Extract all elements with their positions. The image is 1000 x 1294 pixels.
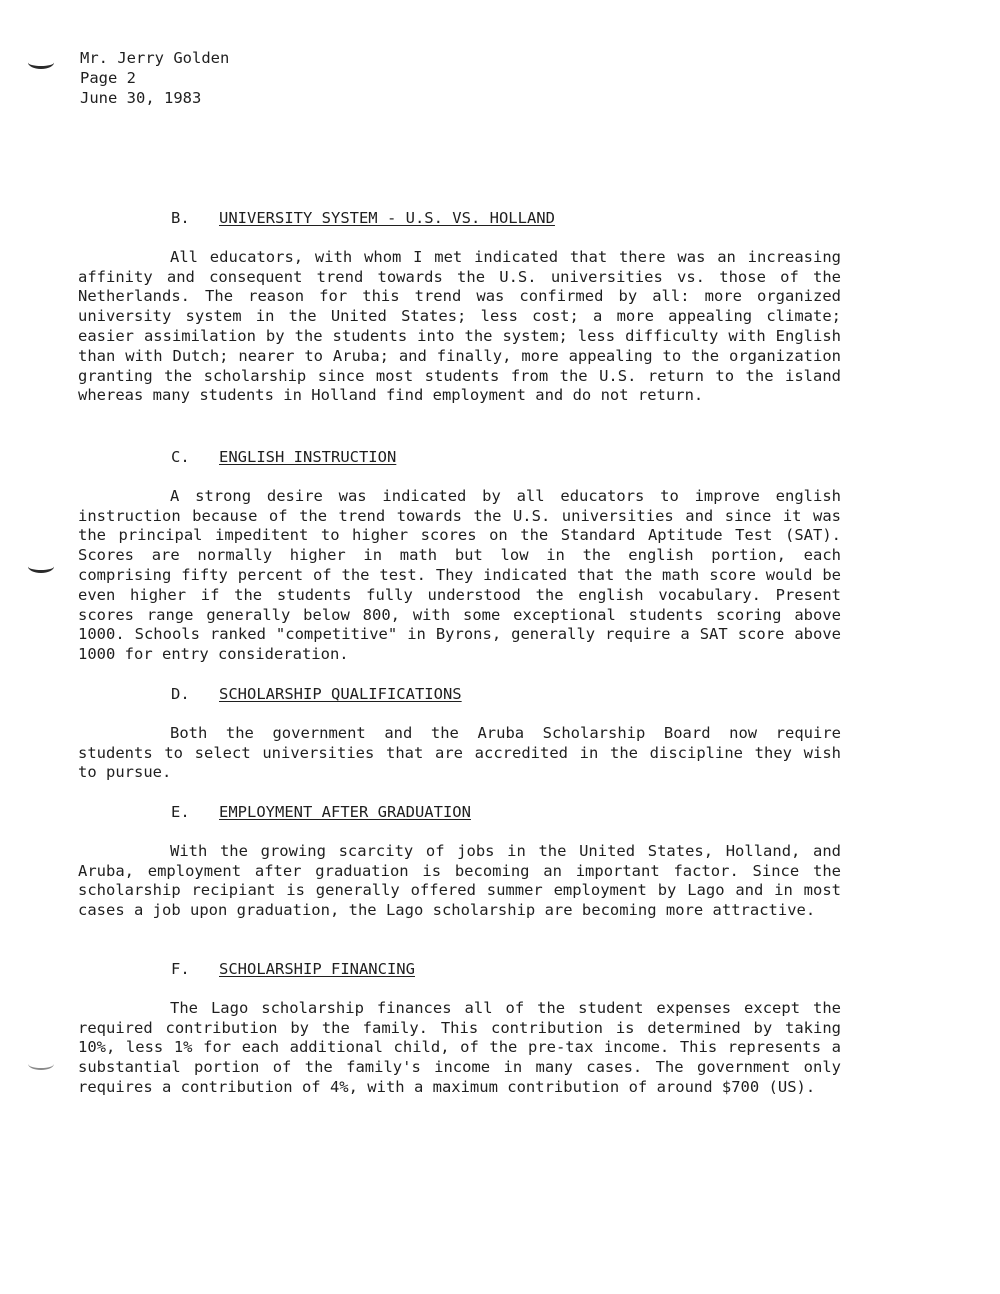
section-title: ENGLISH INSTRUCTION — [219, 448, 397, 466]
section-scholarship-financing — [78, 960, 841, 1098]
letter-header — [80, 48, 229, 108]
section-heading — [171, 960, 841, 980]
section-letter: E. — [171, 803, 190, 821]
section-body: With the growing scarcity of jobs in the United States, Holland, and Aruba, employment after graduation is becoming an important factor. Since the scholarship recipiant is generally offered summer employment by Lago and in most cases a job upon graduation, the Lago scholarship are becoming more attractive. — [78, 841, 841, 920]
section-letter: D. — [171, 685, 190, 703]
section-english-instruction — [78, 448, 841, 665]
section-body: The Lago scholarship finances all of the student expenses except the required contribution by the family. This contribution is determined by taking 10%, less 1% for each additional child, of the pre-tax income. This represents a substantial portion of the family's income in many cases. The government only requires a contribution of 4%, with a maximum contribution of around $700 (US). — [78, 998, 841, 1096]
section-employment-after-graduation — [78, 803, 841, 921]
section-body: Both the government and the Aruba Scholarship Board now require students to select universities that are accredited in the discipline they wish to pursue. — [78, 723, 841, 782]
section-letter: F. — [171, 960, 190, 978]
section-body: A strong desire was indicated by all educators to improve english instruction because of the trend towards the U.S. universities and since it was the principal impeditent to higher scores on the Standard Aptitude Test (SAT). Scores are normally higher in math but low in the english portion, each comprising fifty percent of the test. They indicated that the math score would be even higher if the students fully understood the english vocabulary. Present scores range generally below 800, with some exceptional students scoring above 1000. Schools ranked "competitive" in Byrons, generally require a SAT score above 1000 for entry consideration. — [78, 486, 841, 664]
binder-hole-mark — [28, 56, 54, 69]
section-body: All educators, with whom I met indicated that there was an increasing affinity and consequent trend towards the U.S. universities vs. those of the Netherlands. The reason for this trend was confirmed by all: more organized university system in the United States; less cost; a more appealing climate; easier assimilation by the students into the system; less difficulty with English than with Dutch; nearer to Aruba; and finally, more appealing to the organization granting the scholarship since most students from the U.S. return to the island whereas many students in Holland find employment and do not return. — [78, 247, 841, 405]
section-university-system — [78, 209, 841, 406]
section-heading — [171, 209, 841, 229]
section-letter: C. — [171, 448, 190, 466]
section-title: EMPLOYMENT AFTER GRADUATION — [219, 803, 471, 821]
section-title: UNIVERSITY SYSTEM - U.S. VS. HOLLAND — [219, 209, 555, 227]
section-heading — [171, 803, 841, 823]
section-heading — [171, 448, 841, 468]
binder-hole-mark — [28, 1058, 54, 1070]
section-letter: B. — [171, 209, 190, 227]
section-title: SCHOLARSHIP QUALIFICATIONS — [219, 685, 462, 703]
section-title: SCHOLARSHIP FINANCING — [219, 960, 415, 978]
section-scholarship-qualifications — [78, 685, 841, 783]
section-heading — [171, 685, 841, 705]
recipient-name: Mr. Jerry Golden — [80, 49, 230, 67]
letter-date: June 30, 1983 — [80, 89, 202, 107]
binder-hole-mark — [28, 560, 54, 573]
page-number: Page 2 — [80, 69, 136, 87]
